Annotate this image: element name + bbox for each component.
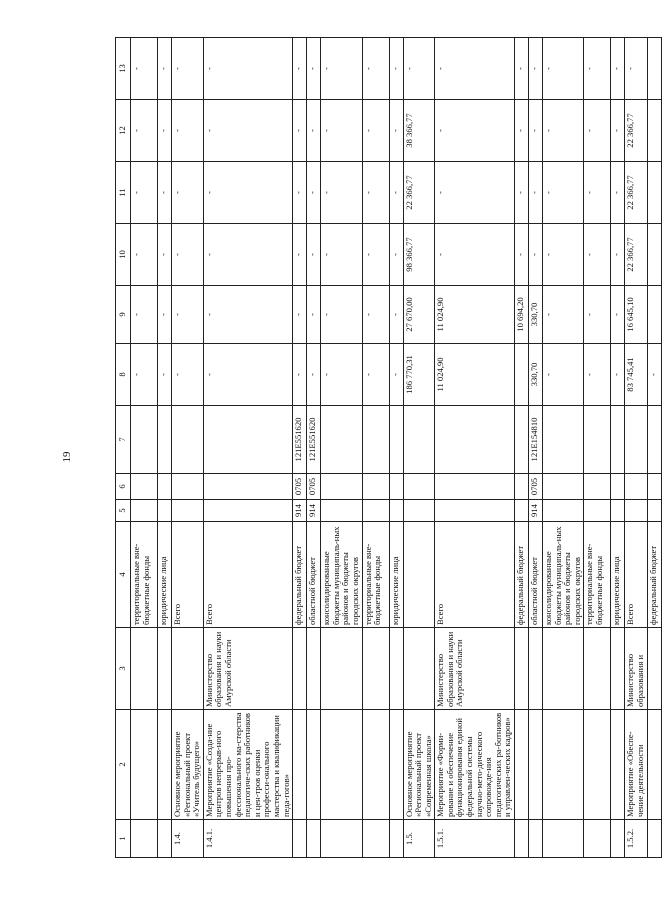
table-cell: - [307,100,321,162]
table-row [611,38,625,858]
page-number: 19 [61,451,73,463]
table-cell: - [515,100,529,162]
table-cell: - [321,100,362,162]
table-row [362,38,389,858]
table-cell: - [611,162,625,224]
table-cell: - [403,38,435,100]
table-cell [515,820,529,858]
table-cell [158,628,172,710]
table-cell [307,820,321,858]
table-cell: Основное мероприятие «Региональный проект «Современная школа» [403,710,435,820]
table-cell [307,628,321,710]
table-cell [389,500,403,522]
table-cell: 38 366,77 [403,100,435,162]
table-cell [362,474,389,500]
table-cell [515,628,529,710]
table-cell: 22 366,77 [403,162,435,224]
table-cell: - [307,286,321,344]
table-cell: - [362,162,389,224]
table-cell: - [293,344,307,406]
table-cell [403,500,435,522]
table-cell: - [321,286,362,344]
table-cell [647,286,661,344]
table-cell [625,500,647,522]
table-cell: - [203,286,292,344]
table-cell: - [584,286,611,344]
table-cell: Мероприятие «Созда-ние центров непрерыв-ного повышения про-фессионального ма-стерства педагогиче-ских работников и цен-тров оценки професси-онального мастерства и квалификации педа-гогов» [203,710,292,820]
table-cell: территориальные вне-бюджетные фонды [362,522,389,628]
table-cell: - [543,38,584,100]
table-cell: 1.5. [403,820,435,858]
table-cell [647,100,661,162]
table-cell: - [203,162,292,224]
table-cell [158,474,172,500]
table-cell: - [307,162,321,224]
column-number: 7 [116,406,131,474]
table-cell [543,820,584,858]
table-cell: - [203,100,292,162]
table-cell: - [172,344,204,406]
table-cell: - [321,344,362,406]
table-cell: - [203,224,292,286]
table-cell [321,628,362,710]
table-row [203,38,292,858]
column-number: 11 [116,162,131,224]
table-cell: - [307,38,321,100]
table-cell [293,820,307,858]
table-cell: Мероприятие «Форми-рование и обеспечение функционирования единой федеральной системы научно-мето-дического сопровожде-ния педагогических ра-ботников и управлен-ческих кадров» [435,710,515,820]
table-cell: - [625,38,647,100]
table-cell [611,406,625,474]
table-cell: 0705 [529,474,543,500]
table-row [321,38,362,858]
table-cell [435,500,515,522]
table-cell: - [611,224,625,286]
table-cell: - [172,100,204,162]
table-cell: Основное мероприятие «Региональный проект «Учитель будущего» [172,710,204,820]
table-cell [321,474,362,500]
column-number: 12 [116,100,131,162]
table-cell: федеральный бюджет [515,522,529,628]
table-cell: 83 745,41 [625,344,647,406]
column-number: 13 [116,38,131,100]
table-cell [131,710,158,820]
table-cell: - [131,100,158,162]
table-cell: 27 670,00 [403,286,435,344]
table-cell: - [307,344,321,406]
table-cell [647,406,661,474]
table-cell: - [131,224,158,286]
table-cell [515,406,529,474]
table-cell [543,628,584,710]
table-cell [362,628,389,710]
table-cell: - [543,162,584,224]
table-cell: Министерство образования и науки Амурской области [203,628,292,710]
table-row [647,38,661,858]
table-cell: 11 024,90 [435,344,515,406]
table-cell [158,710,172,820]
table-row [307,38,321,858]
table-cell: Всего [203,522,292,628]
table-cell [321,406,362,474]
table-cell: - [362,38,389,100]
column-number: 9 [116,286,131,344]
table-cell [131,628,158,710]
table-cell [403,406,435,474]
column-numbers-row [116,38,131,858]
table-cell: - [158,162,172,224]
table-row [293,38,307,858]
table-cell [321,500,362,522]
table-cell: - [529,100,543,162]
table-cell: - [293,162,307,224]
table-cell [158,500,172,522]
table-cell [647,474,661,500]
table-cell [435,474,515,500]
table-cell [584,406,611,474]
table-row [131,38,158,858]
table-cell: - [321,162,362,224]
table-cell: - [435,100,515,162]
table-cell: консолидированные бюджеты муниципаль-ных районов и бюджеты городских округов [321,522,362,628]
table-row [172,38,204,858]
table-cell: - [584,224,611,286]
table-cell: 914 [529,500,543,522]
table-cell [362,820,389,858]
table-cell [172,474,204,500]
table-cell [584,500,611,522]
table-cell: - [172,286,204,344]
table-row [584,38,611,858]
table-cell [647,162,661,224]
table-cell [625,406,647,474]
table-cell: территориальные вне-бюджетные фонды [584,522,611,628]
table-row [158,38,172,858]
table-cell: 330,70 [529,344,543,406]
table-cell [158,820,172,858]
table-cell [389,820,403,858]
table-cell: 1.5.1. [435,820,515,858]
table-cell: - [172,38,204,100]
table-cell [131,406,158,474]
table-cell [515,710,529,820]
column-number: 1 [116,820,131,858]
table-cell [647,820,661,858]
table-cell: 98 366,77 [403,224,435,286]
column-number: 6 [116,474,131,500]
table-cell [403,628,435,710]
table-cell: федеральный бюджет [293,522,307,628]
table-cell: - [389,162,403,224]
table-cell: - [611,344,625,406]
table-row [435,38,515,858]
table-cell: - [389,224,403,286]
table-cell [543,500,584,522]
table-cell: - [435,38,515,100]
table-cell [647,628,661,710]
table-cell [362,710,389,820]
table-cell [529,710,543,820]
table-cell: - [647,344,661,406]
table-cell: - [435,162,515,224]
table-cell: - [389,344,403,406]
table-cell: юридические лица [611,522,625,628]
table-cell [611,474,625,500]
table-cell: - [158,100,172,162]
table-cell [172,500,204,522]
table-cell [611,820,625,858]
table-cell: 914 [293,500,307,522]
table-cell [172,628,204,710]
table-cell [321,820,362,858]
table-cell: 10 694,20 [515,286,529,344]
table-cell: - [515,38,529,100]
table-cell: 186 770,31 [403,344,435,406]
table-cell [647,500,661,522]
table-cell: областной бюджет [529,522,543,628]
table-cell: 330,70 [529,286,543,344]
table-cell: - [362,344,389,406]
table-cell: 1.4. [172,820,204,858]
table-cell: - [307,224,321,286]
table-cell [584,628,611,710]
table-cell: - [293,224,307,286]
table-cell: 121E154810 [529,406,543,474]
table-cell: 1.5.2. [625,820,647,858]
table-cell: Всего [435,522,515,628]
table-cell [647,224,661,286]
table-cell [515,474,529,500]
table-cell: - [584,162,611,224]
table-cell: - [584,100,611,162]
table-cell: территориальные вне-бюджетные фонды [131,522,158,628]
table-cell [203,474,292,500]
table-cell: - [131,38,158,100]
table-cell: - [389,38,403,100]
table-cell [362,406,389,474]
table-cell [403,522,435,628]
table-cell: - [158,38,172,100]
table-cell: - [293,100,307,162]
table-cell: - [515,224,529,286]
table-cell: 22 366,77 [625,100,647,162]
table-cell [515,500,529,522]
table-cell: 1.4.1. [203,820,292,858]
table-cell: федеральный бюджет [647,522,661,628]
column-number: 5 [116,500,131,522]
table-cell [307,710,321,820]
table-cell: - [172,162,204,224]
table-cell: 0705 [293,474,307,500]
table-cell: - [362,224,389,286]
budget-table [115,37,662,858]
table-cell: 11 024,90 [435,286,515,344]
table-cell: Мероприятие «Обеспе-чение деятельности [625,710,647,820]
table-cell [543,710,584,820]
table-cell: - [529,38,543,100]
table-cell [403,474,435,500]
table-cell: Министерство образования и науки Амурской области [435,628,515,710]
table-cell [389,474,403,500]
table-cell [321,710,362,820]
table-cell: - [362,100,389,162]
table-cell [584,710,611,820]
table-cell: - [158,286,172,344]
table-cell: - [293,286,307,344]
table-cell [611,628,625,710]
column-number: 2 [116,710,131,820]
table-cell: - [543,286,584,344]
table-cell [293,710,307,820]
table-cell: 914 [307,500,321,522]
table-cell: 16 645,10 [625,286,647,344]
table-cell: - [389,100,403,162]
table-row [529,38,543,858]
table-cell: консолидированные бюджеты муниципаль-ных районов и бюджеты городских округов [543,522,584,628]
table-cell: - [362,286,389,344]
table-cell: Министерство образования и [625,628,647,710]
table-cell [435,406,515,474]
table-row [389,38,403,858]
table-cell: - [515,162,529,224]
table-cell: - [172,224,204,286]
table-cell: - [131,286,158,344]
table-cell [611,500,625,522]
table-cell [543,406,584,474]
table-cell: Всего [172,522,204,628]
table-cell: юридические лица [389,522,403,628]
table-cell: 121E551620 [307,406,321,474]
table-cell: - [158,344,172,406]
table-cell: - [529,162,543,224]
table-cell [389,406,403,474]
table-cell: - [543,224,584,286]
table-cell [158,406,172,474]
table-cell: 22 366,77 [625,162,647,224]
table-cell: - [611,100,625,162]
table-cell [131,500,158,522]
table-cell [172,406,204,474]
table-cell [584,474,611,500]
table-row [543,38,584,858]
column-number: 10 [116,224,131,286]
table-cell [389,628,403,710]
table-cell: - [584,38,611,100]
table-cell: Всего [625,522,647,628]
table-row [625,38,647,858]
column-number: 3 [116,628,131,710]
table-cell: 22 366,77 [625,224,647,286]
table-row [515,38,529,858]
table-cell: - [203,344,292,406]
budget-table-sheet [115,38,658,858]
table-cell: - [435,224,515,286]
table-cell [203,406,292,474]
table-cell: - [293,38,307,100]
column-number: 8 [116,344,131,406]
table-row [403,38,435,858]
table-cell [131,820,158,858]
table-cell [515,344,529,406]
table-cell [203,500,292,522]
table-cell: - [321,224,362,286]
table-cell: областной бюджет [307,522,321,628]
table-cell: - [584,344,611,406]
table-cell: - [543,100,584,162]
table-cell: 121E551620 [293,406,307,474]
table-cell: - [158,224,172,286]
table-cell [529,820,543,858]
table-cell: - [321,38,362,100]
table-cell [131,474,158,500]
table-cell [362,500,389,522]
table-cell: юридические лица [158,522,172,628]
table-cell [529,628,543,710]
table-cell: - [131,162,158,224]
table-cell [543,474,584,500]
table-cell: - [131,344,158,406]
table-cell: - [203,38,292,100]
table-cell: - [529,224,543,286]
table-cell [389,710,403,820]
table-cell [647,38,661,100]
column-number: 4 [116,522,131,628]
table-cell [611,710,625,820]
table-cell [293,628,307,710]
table-cell [584,820,611,858]
table-cell: - [611,286,625,344]
table-cell [625,474,647,500]
table-cell: - [389,286,403,344]
table-cell: 0705 [307,474,321,500]
table-cell: - [611,38,625,100]
table-cell: - [543,344,584,406]
table-cell [647,710,661,820]
